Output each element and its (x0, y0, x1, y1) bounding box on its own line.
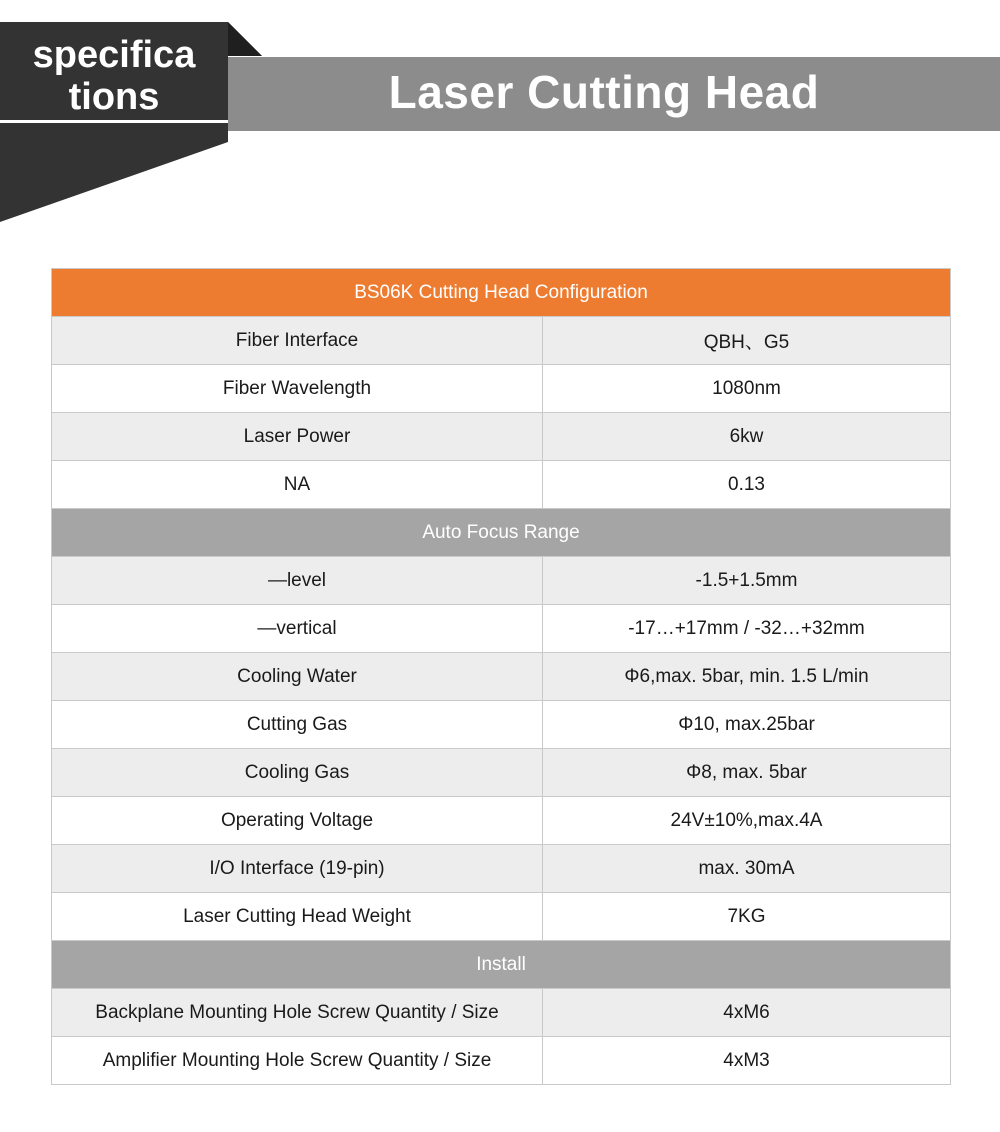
spec-label: Laser Power (52, 413, 543, 461)
spec-value: 24V±10%,max.4A (543, 797, 951, 845)
specifications-label (0, 34, 228, 118)
spec-label: Cutting Gas (52, 701, 543, 749)
spec-label: Fiber Wavelength (52, 365, 543, 413)
tag-line-1: specifica (32, 34, 196, 76)
table-row (52, 797, 951, 845)
table-row (52, 557, 951, 605)
table-title (52, 269, 951, 317)
spec-label: Cooling Gas (52, 749, 543, 797)
tag-line-2: tions (68, 76, 160, 118)
section-auto-focus (52, 509, 951, 557)
table-row (52, 365, 951, 413)
spec-value: max. 30mA (543, 845, 951, 893)
spec-value: Φ8, max. 5bar (543, 749, 951, 797)
spec-value: 4xM3 (543, 1037, 951, 1085)
spec-value: -17…+17mm / -32…+32mm (543, 605, 951, 653)
table-row (52, 605, 951, 653)
table-row (52, 413, 951, 461)
table-row (52, 893, 951, 941)
spec-label: Backplane Mounting Hole Screw Quantity / Size (52, 989, 543, 1037)
table-row (52, 749, 951, 797)
spec-value: -1.5+1.5mm (543, 557, 951, 605)
spec-value: Φ10, max.25bar (543, 701, 951, 749)
spec-table (51, 268, 951, 1085)
table-row (52, 461, 951, 509)
spec-label: I/O Interface (19-pin) (52, 845, 543, 893)
spec-label: NA (52, 461, 543, 509)
page-title: Laser Cutting Head (388, 66, 820, 118)
spec-value: 6kw (543, 413, 951, 461)
section-install (52, 941, 951, 989)
spec-label: —vertical (52, 605, 543, 653)
spec-value: 1080nm (543, 365, 951, 413)
spec-label: —level (52, 557, 543, 605)
table-row (52, 989, 951, 1037)
table-row (52, 317, 951, 365)
spec-label: Fiber Interface (52, 317, 543, 365)
table-title-label: BS06K Cutting Head Configuration (52, 269, 951, 317)
section-install-label: Install (52, 941, 951, 989)
spec-label: Amplifier Mounting Hole Screw Quantity / Size (52, 1037, 543, 1085)
spec-value: 4xM6 (543, 989, 951, 1037)
spec-value: QBH、G5 (543, 317, 951, 365)
table-row (52, 1037, 951, 1085)
section-auto-focus-label: Auto Focus Range (52, 509, 951, 557)
table-row (52, 701, 951, 749)
spec-label: Laser Cutting Head Weight (52, 893, 543, 941)
spec-label: Cooling Water (52, 653, 543, 701)
spec-label: Operating Voltage (52, 797, 543, 845)
table-row (52, 653, 951, 701)
spec-value: 7KG (543, 893, 951, 941)
table-row (52, 845, 951, 893)
spec-value: Φ6,max. 5bar, min. 1.5 L/min (543, 653, 951, 701)
spec-value: 0.13 (543, 461, 951, 509)
